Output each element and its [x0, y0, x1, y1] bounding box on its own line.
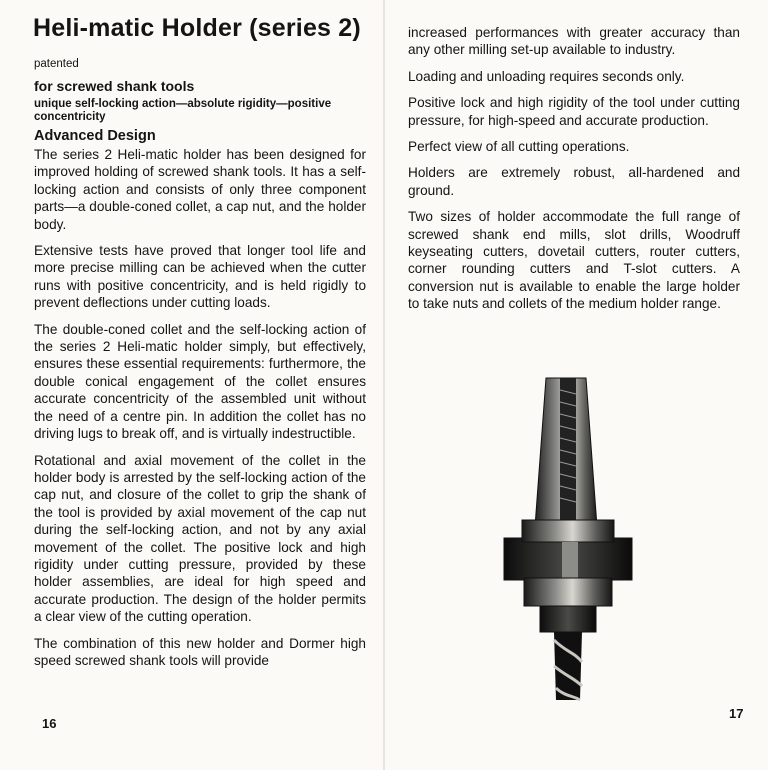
right-body: [408, 24, 740, 322]
page-title: Heli-matic Holder (series 2): [33, 14, 361, 42]
body-paragraph: The series 2 Heli-matic holder has been designed for improved holding of screwed shank tools. It has a self-locking action and consists of only three component parts—a double-coned collet, a cap nut, and the holder body.: [34, 147, 366, 232]
body-paragraph: Loading and unloading requires seconds only.: [408, 68, 685, 84]
section-heading: Advanced Design: [34, 128, 156, 144]
left-body: [34, 146, 366, 678]
body-paragraph: Two sizes of holder accommodate the full range of screwed shank end mills, slot drills, Woodruff keyseating cutters, dovetail cutters, router cutters, corner rounding cutters and T-slot cutters. A conversion nut is available to enable the large holder to take nuts and collets of the medium holder range.: [408, 209, 740, 312]
tagline: unique self-locking action—absolute rigidity—positive concentricity: [34, 98, 332, 123]
body-paragraph: The combination of this new holder and Dormer high speed screwed shank tools will provide: [34, 635, 366, 668]
page-number-left: 16: [42, 716, 57, 731]
page-number-right: 17: [729, 706, 744, 721]
body-paragraph: Perfect view of all cutting operations.: [408, 139, 630, 155]
body-paragraph: increased performances with greater accuracy than any other milling set-up available to industry.: [408, 25, 740, 58]
body-paragraph: The double-coned collet and the self-locking action of the series 2 Heli-matic holder simply, but effectively, ensures these essential requirements: furthermore, the double conical engagement of the collet ensures accurate concentricity of the assembled unit without the need of a centre pin. In addition the collet has no driving lugs to break off, and is virtually indestructible.: [34, 321, 366, 442]
body-paragraph: Positive lock and high rigidity of the tool under cutting pressure, for high-speed and accurate production.: [408, 95, 740, 128]
body-paragraph: Extensive tests have proved that longer tool life and more precise milling can be achieved when the cutter runs with positive concentricity, and is held rigidly to prevent deflections under cutting loads.: [34, 243, 366, 311]
holder-cutaway-photo: [494, 370, 644, 705]
body-paragraph: Rotational and axial movement of the collet in the holder body is arrested by the self-locking action of the cap nut, and closure of the collet to grip the shank of the tool is provided by axial movement of the cap nut during the self-locking action, and not by any axial movement of the collet. The positive lock and high rigidity under cutting pressure, provided by these holder assemblies, are ideal for high speed and accurate production. The design of the holder permits a clear view of the cutting operation.: [34, 452, 366, 625]
body-paragraph: Holders are extremely robust, all-hardened and ground.: [408, 165, 740, 198]
subtitle: for screwed shank tools: [34, 78, 195, 94]
patented-label: patented: [34, 58, 79, 70]
